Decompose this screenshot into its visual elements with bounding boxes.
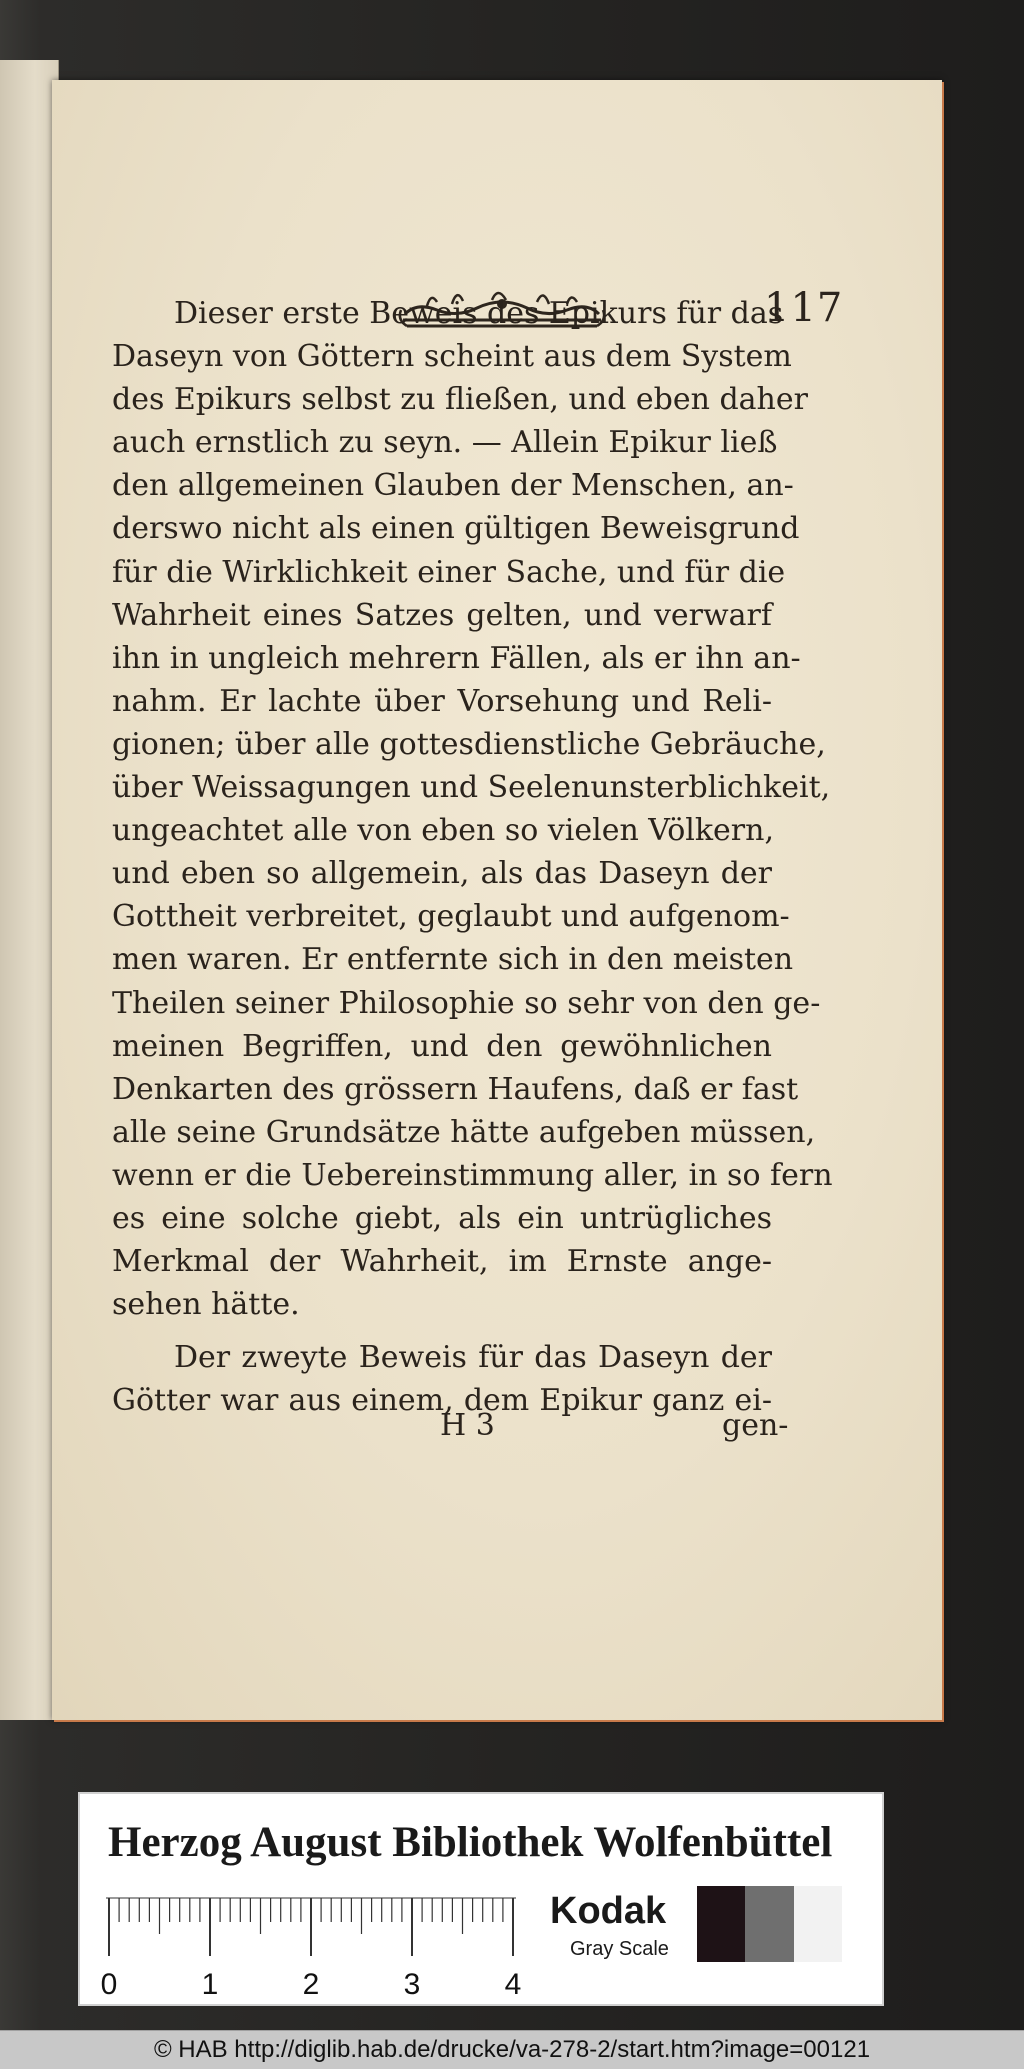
text-line: Dieser erste Beweis des Epikurs für das (174, 296, 784, 331)
text-line: Theilen seiner Philosophie so sehr von den ge- (112, 985, 821, 1021)
text-line: ungeachtet alle von eben so vielen Völkern, (112, 813, 775, 849)
text-line: meinen Begriffen, und den gewöhnlichen (112, 1028, 772, 1064)
text-line: Merkmal der Wahrheit, im Ernste ange- (112, 1244, 772, 1280)
library-name: Herzog August Bibliothek Wolfenbüttel (108, 1819, 833, 1866)
gray-scale-label: Gray Scale (570, 1938, 669, 1960)
signature-mark: H 3 (440, 1408, 495, 1443)
text-line: und eben so allgemein, als das Daseyn der (112, 856, 772, 892)
kodak-logo: Kodak (550, 1890, 667, 1932)
gray-scale-swatches (697, 1886, 842, 1962)
catchword: gen- (722, 1408, 789, 1443)
ruler-label: 3 (403, 1968, 421, 2001)
text-line: für die Wirklichkeit einer Sache, und für die (112, 554, 786, 590)
copyright-footer: © HAB http://diglib.hab.de/drucke/va-278-2/start.htm?image=00121 (0, 2030, 1024, 2069)
text-line: alle seine Grundsätze hätte aufgeben müssen, (112, 1114, 816, 1150)
text-line: Wahrheit eines Satzes gelten, und verwarf (112, 597, 772, 633)
ruler-label: 2 (302, 1968, 320, 2001)
gray-swatch (697, 1886, 745, 1962)
color-calibration-card (78, 1792, 884, 2006)
text-line: auch ernstlich zu seyn. — Allein Epikur ließ (112, 425, 778, 461)
ruler-label: 1 (201, 1968, 219, 2001)
text-line: über Weissagungen und Seelenunsterblichkeit, (112, 770, 831, 806)
text-line: Daseyn von Göttern scheint aus dem System (112, 339, 792, 375)
text-line: Götter war aus einem, dem Epikur ganz ei- (112, 1383, 772, 1419)
text-line: wenn er die Uebereinstimmung aller, in so fern (112, 1157, 833, 1193)
ruler-label: 0 (100, 1968, 118, 2001)
ruler-label: 4 (504, 1968, 522, 2001)
text-line: nahm. Er lachte über Vorsehung und Reli- (112, 683, 772, 719)
text-line: des Epikurs selbst zu fließen, und eben daher (112, 382, 808, 418)
text-line: Der zweyte Beweis für das Daseyn der (174, 1340, 772, 1376)
text-line: es eine solche giebt, als ein untrügliches (112, 1200, 772, 1236)
facing-page-edge (0, 60, 59, 1720)
ruler (100, 1896, 626, 2001)
text-line: sehen hätte. (112, 1287, 300, 1323)
text-line: gionen; über alle gottesdienstliche Gebräuche, (112, 726, 826, 762)
text-line: den allgemeinen Glauben der Menschen, an- (112, 468, 794, 504)
gray-swatch (745, 1886, 793, 1962)
text-line: derswo nicht als einen gültigen Beweisgrund (112, 511, 800, 547)
gray-swatch (794, 1886, 842, 1962)
text-line: Denkarten des grössern Haufens, daß er fast (112, 1071, 799, 1107)
page-number: 117 (764, 285, 844, 331)
text-line: Gottheit verbreitet, geglaubt und aufgenom- (112, 899, 790, 935)
text-line: ihn in ungleich mehrern Fällen, als er ihn an- (112, 640, 801, 676)
text-line: men waren. Er entfernte sich in den meisten (112, 942, 794, 978)
